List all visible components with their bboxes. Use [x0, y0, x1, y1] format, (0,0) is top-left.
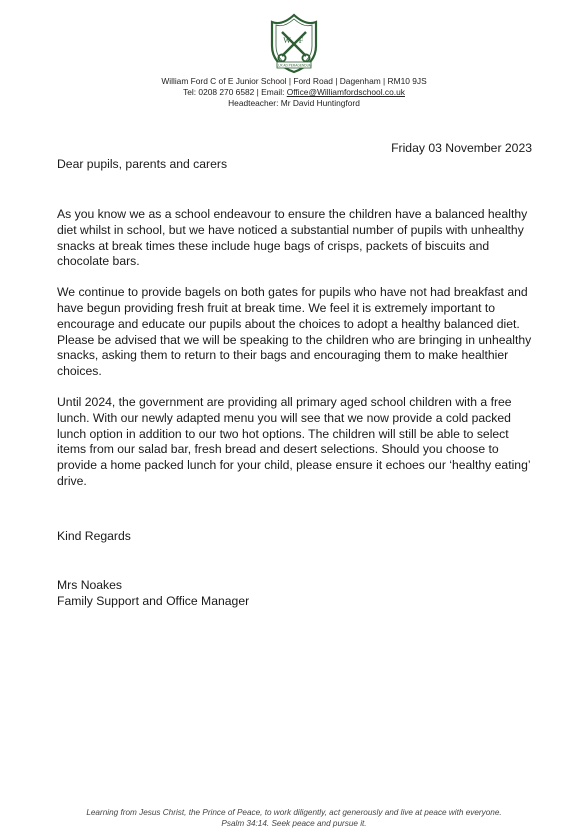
school-crest-logo: [264, 12, 324, 74]
school-contact: [0, 87, 588, 98]
closing: Kind Regards: [57, 529, 131, 543]
paragraph-3: Until 2024, the government are providing all primary aged school children with a free lunch. With our newly adapted menu you will see that we now provide a cold packed lunch option in addition to our two hot options. The children will still be able to select items from our salad bar, fresh bread and desert selections. Should you choose to provide a home packed lunch for your child, please ensure it echoes our ‘healthy eating’ drive.: [57, 394, 531, 488]
footer-line-2: Psalm 34:14. Seek peace and pursue it.: [221, 819, 367, 828]
school-header: [0, 76, 588, 109]
signatory-title: Family Support and Office Manager: [57, 593, 250, 608]
headteacher: Headteacher: Mr David Huntingford: [228, 98, 360, 108]
contact-phone: Tel: 0208 270 6582 | Email:: [183, 87, 287, 97]
letter-date: Friday 03 November 2023: [391, 141, 532, 155]
school-address: William Ford C of E Junior School | Ford Road | Dagenham | RM10 9JS: [161, 76, 427, 86]
crest-letter-w: W: [283, 36, 291, 45]
salutation: Dear pupils, parents and carers: [57, 157, 228, 171]
crest-letter-f: F: [298, 36, 304, 45]
email-link[interactable]: Office@Williamfordschool.co.uk: [286, 87, 405, 97]
letter-body: [57, 207, 535, 505]
paragraph-1: As you know we as a school endeavour to ensure the children have a balanced healthy diet whilst in school, but we have noticed a substantial number of pupils with unhealthy snacks at break times these include huge bags of crisps, packets of biscuits and chocolate bars.: [57, 207, 528, 269]
footer-motto: [0, 807, 588, 829]
signature-block: [57, 578, 249, 610]
footer-line-1: Learning from Jesus Christ, the Prince of Peace, to work diligently, act generously and live at peace with everyone.: [86, 808, 502, 817]
paragraph-2: We continue to provide bagels on both gates for pupils who have not had breakfast and have begun providing fresh fruit at break time. We feel it is extremely important to encourage and educate our pupils about the choices to adopt a healthy balanced diet. Please be advised that we will be speaking to the children who are bringing in unhealthy snacks, asking them to return to their bags and encouraging them to make healthier choices.: [57, 285, 532, 379]
signatory-name: Mrs Noakes: [57, 578, 123, 592]
crest-motto: LUX AD PERAGENDUM: [276, 63, 312, 68]
